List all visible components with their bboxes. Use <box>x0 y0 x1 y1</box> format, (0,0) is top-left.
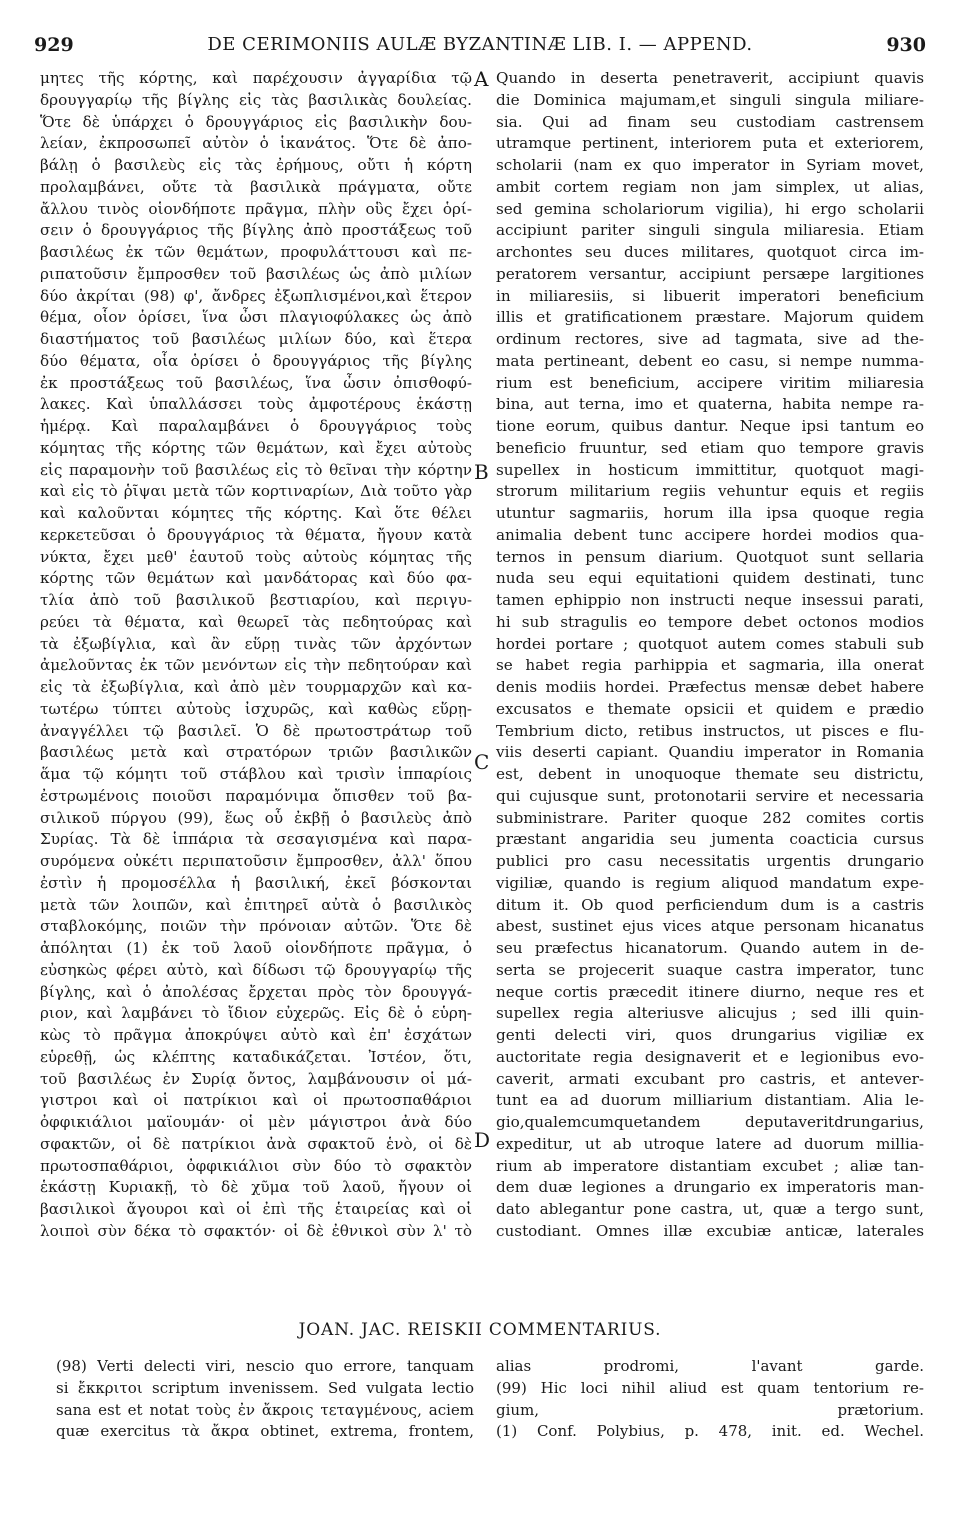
greek-text-line: ριον, καὶ λαμβάνει τὸ ἴδιον εὐχερῶς. Εἰς δὲ ὁ εὑρη- <box>40 1004 472 1023</box>
latin-text-line: utuntur sagmariis, horum illa ipsa quoque regia <box>496 504 924 522</box>
latin-text-line: beneficio fruuntur, sed etiam quo tempore gravis <box>496 438 924 457</box>
latin-text-line: peratorem versantur, accipiunt persæpe largitiones <box>496 264 924 283</box>
margin-marker-a: A <box>474 67 489 91</box>
latin-text-line: tunt ea ad duorum milliarium distantiam. Alia le- <box>496 1091 924 1110</box>
page-number-right: 930 <box>886 34 926 56</box>
greek-text-line: μετὰ τῶν λοιπῶν, καὶ ἐπιτηρεῖ αὐτὰ ὁ βασιλικὸς <box>40 895 472 914</box>
greek-text-line: ἑκάστῃ Κυριακῇ, τὸ δὲ χῦμα τοῦ λαοῦ, ἤγουν οἱ <box>40 1178 472 1197</box>
latin-text-line: dem duæ legiones a drungario ex imperatoris man- <box>496 1178 924 1197</box>
margin-marker-d: D <box>474 1128 491 1152</box>
greek-text-line: ἅμα τῷ κόμητι τοῦ στάβλου καὶ τρισὶν ἱππαρίοις <box>40 765 472 783</box>
latin-text-line: custodiant. Omnes illæ excubiæ anticæ, laterales <box>496 1221 924 1240</box>
greek-text-line: σφακτῶν, οἱ δὲ πατρίκιοι ἀνὰ σφακτοῦ ἑνὸ, οἱ δὲ <box>40 1134 472 1153</box>
greek-text-line: βάλῃ ὁ βασιλεὺς εἰς τὰς ἐρήμους, οὔτι ἡ κόρτη <box>40 156 472 174</box>
running-header <box>34 30 926 60</box>
greek-text-line: πρωτοσπαθάριοι, ὀφφικιάλιοι σὺν δύο τὸ σφακτὸν <box>40 1156 472 1175</box>
greek-text-line: ἄλλου τινὸς οἱονδήποτε πρᾶγμα, πλὴν οὓς ἔχει ὁρί- <box>40 199 472 218</box>
greek-text-line: ριπατοῦσιν ἔμπροσθεν τοῦ βασιλέως ὡς ἀπὸ μιλίων <box>40 264 472 283</box>
latin-text-column <box>496 68 924 1243</box>
greek-text-line: τωτέρω τύπτει αὐτοὺς ἰσχυρῶς, καὶ καθὼς εὕρῃ- <box>40 699 472 718</box>
greek-text-line: δύο ἀκρίται (98) φ', ἄνδρες ἐξωπλισμένοι,καὶ ἕτερον <box>40 286 472 305</box>
latin-text-line: utramque pertinent, interiorem puta et exteriorem, <box>496 134 924 153</box>
greek-text-line: λείαν, ἐκπροσωπεῖ αὐτὸν ὁ ἱκανάτος. Ὅτε δὲ ἀπο- <box>40 134 472 153</box>
latin-text-line: dato ablegantur pone castra, ut, quæ a tergo sunt, <box>496 1200 924 1218</box>
greek-text-line: ὀφφικιάλιοι μαϊουμάν· οἱ μὲν μάγιστροι ἀνὰ δύο <box>40 1113 472 1131</box>
greek-text-line: βίγλης, καὶ ὁ ἀπολέσας ἔρχεται πρὸς τὸν δρουγγά- <box>40 982 472 1001</box>
latin-text-line: Quando in deserta penetraverit, accipiunt quavis <box>496 69 924 87</box>
latin-text-line: Tembrium dicto, retibus instructos, ut pisces e flu- <box>496 721 924 740</box>
latin-text-line: denis modiis hordei. Præfectus mensæ debet habere <box>496 678 924 696</box>
greek-text-column <box>40 68 472 1243</box>
latin-text-line: vigiliæ, quando is regium aliquod mandatum expe- <box>496 873 924 892</box>
greek-text-line: λακες. Καὶ ὑπαλλάσσει τοὺς ἀμφοτέρους ἑκάστῃ <box>40 395 472 414</box>
greek-text-line: Συρίας. Τὰ δὲ ἱππάρια τὰ σεσαγισμένα καὶ παρα- <box>40 830 472 849</box>
latin-text-line: abest, sustinet ejus vices atque personam hicanatus <box>496 917 924 936</box>
latin-text-line: est, debent in unoquoque themate seu districtu, <box>496 765 924 783</box>
latin-text-line: strorum militarium regiis vehuntur equis et regiis <box>496 482 924 501</box>
latin-text-line: gio,qualemcumquetandem deputaveritdrungarius, <box>496 1113 924 1131</box>
greek-text-line: ἀναγγέλλει τῷ βασιλεῖ. Ὁ δὲ πρωτοστράτωρ τοῦ <box>40 721 472 740</box>
latin-text-line: ternos in pensum diarium. Quotquot sunt sellaria <box>496 547 924 566</box>
commentary-note-line: (98) Verti delecti viri, nescio quo errore, tanquam <box>56 1357 474 1375</box>
greek-text-line: κερκετεῦσαι ὁ δρουγγάριος τὰ θέματα, ἤγουν κατὰ <box>40 525 472 544</box>
greek-text-line: μητες τῆς κόρτης, καὶ παρέχουσιν ἀγγαρίδια τῷ <box>40 69 472 87</box>
greek-text-line: σιλικοῦ πύργου (99), ἕως οὗ ἐκβῇ ὁ βασιλεὺς ἀπὸ <box>40 808 472 827</box>
greek-text-line: γιστροι καὶ οἱ πατρίκιοι καὶ οἱ πρωτοσπαθάριοι <box>40 1091 472 1110</box>
greek-text-line: καὶ εἰς τὸ ῥῖψαι μετὰ τῶν κορτιναρίων, Διὰ τοῦτο γὰρ <box>40 482 472 501</box>
running-title: DE CERIMONIIS AULÆ BYZANTINÆ LIB. I. — APPEND. <box>207 34 753 55</box>
latin-text-line: accipiunt pariter singuli singula miliaresia. Etiam <box>496 221 924 240</box>
commentary-notes-left <box>56 1358 474 1445</box>
margin-marker-c: C <box>474 750 490 774</box>
page-number-left: 929 <box>34 34 74 56</box>
commentary-note-line: si ἔκκριτοι scriptum invenissem. Sed vulgata lectio <box>56 1378 474 1397</box>
greek-text-line: σταβλοκόμης, ποιῶν τὴν πρόνοιαν αὐτῶν. Ὅτε δὲ <box>40 917 472 936</box>
greek-text-line: εὑρεθῇ, ὡς κλέπτης καταδικάζεται. Ἰστέον, ὅτι, <box>40 1047 472 1066</box>
greek-text-line: ἐκ προστάξεως τοῦ βασιλέως, ἵνα ὦσιν ὀπισθοφύ- <box>40 373 472 392</box>
greek-text-line: ἐστρωμένοις ποιοῦσι παραμόνιμα ὄπισθεν τοῦ βα- <box>40 786 472 805</box>
latin-text-line: tione eorum, quibus dantur. Neque ipsi tantum eo <box>496 417 924 435</box>
latin-text-line: hordei portare ; quotquot autem comes stabuli sub <box>496 634 924 653</box>
greek-text-line: καὶ καλοῦνται κόμητες τῆς κόρτης. Καὶ ὅτε θέλει <box>40 504 472 522</box>
greek-text-line: ἀπόληται (1) ἐκ τοῦ λαοῦ οἱονδήποτε πρᾶγμα, ὁ <box>40 939 472 957</box>
commentary-title: JOAN. JAC. REISKII COMMENTARIUS. <box>298 1320 662 1340</box>
greek-text-line: δρουγγαρίῳ τῆς βίγλης εἰς τὰς βασιλικὰς δουλείας. <box>40 90 472 109</box>
greek-text-line: δύο θέματα, οἷα ὁρίσει ὁ δρουγγάριος τῆς βίγλης <box>40 351 472 370</box>
latin-text-line: sed gemina scholariorum vigilia), hi ergo scholarii <box>496 199 924 218</box>
greek-text-line: θέμα, οἷον ὁρίσει, ἵνα ὦσι πλαγιοφύλακες ὡς ἀπὸ <box>40 308 472 327</box>
greek-text-line: προλαμβάνει, οὔτε τὰ βασιλικὰ πράγματα, οὔτε <box>40 177 472 196</box>
latin-text-line: scholarii (nam ex quo imperator in Syriam movet, <box>496 156 924 174</box>
latin-text-line: seu præfectus hicanatorum. Quando autem in de- <box>496 939 924 957</box>
latin-text-line: se habet regia parhippia et sagmaria, illa onerat <box>496 656 924 675</box>
latin-text-line: nuda seu equi equitationi quidem destinati, tunc <box>496 569 924 588</box>
latin-text-line: expeditur, ut ab utroque latere ad duorum millia- <box>496 1134 924 1153</box>
commentary-notes-right <box>496 1358 924 1445</box>
latin-text-line: auctoritate regia designaverit et e legionibus evo- <box>496 1047 924 1066</box>
commentary-note-line: sana est et notat τοὺς ἐν ἄκροις τεταγμένους, aciem <box>56 1400 474 1419</box>
latin-text-line: tamen ephippio non instructi neque insessui parati, <box>496 591 924 609</box>
latin-text-line: neque cortis præcedit itinere diurno, neque res et <box>496 982 924 1001</box>
latin-text-line: sia. Qui ad finam seu custodiam castrensem <box>496 112 924 131</box>
greek-text-line: νύκτα, ἔχει μεθ' ἑαυτοῦ τοὺς αὐτοὺς κόμητας τῆς <box>40 547 472 566</box>
greek-text-line: τοῦ βασιλέως ἐν Συρίᾳ ὄντος, λαμβάνουσιν οἱ μά- <box>40 1069 472 1088</box>
margin-marker-b: B <box>474 460 489 484</box>
commentary-note-line: alias prodromi, l'avant garde. <box>496 1357 924 1375</box>
latin-text-line: ordinum rectores, sive ad tagmata, sive ad the- <box>496 330 924 348</box>
latin-text-line: ambit cortem regiam non jam simplex, ut alias, <box>496 177 924 196</box>
commentary-note-line: (1) Conf. Polybius, p. 478, init. ed. Wechel. <box>496 1422 924 1441</box>
greek-text-line: λοιποὶ σὺν δέκα τὸ σφακτόν· οἱ δὲ ἐθνικοὶ σὺν λ' τὸ <box>40 1221 472 1240</box>
latin-text-line: excusatos e themate opsicii et quidem e prædio <box>496 699 924 718</box>
latin-text-line: qui cujusque sunt, protonotarii servire et necessaria <box>496 786 924 805</box>
latin-text-line: die Dominica majumam,et singuli singula miliare- <box>496 90 924 109</box>
greek-text-line: κόρτης τῶν θεμάτων καὶ μανδάτορας καὶ δύο φα- <box>40 569 472 588</box>
greek-text-line: Ὅτε δὲ ὑπάρχει ὁ δρουγγάριος εἰς βασιλικὴν δου- <box>40 112 472 131</box>
commentary-note-line: quæ exercitus τὰ ἄκρα obtinet, extrema, frontem, <box>56 1422 474 1441</box>
latin-text-line: rium est beneficium, accipere viritim miliaresia <box>496 373 924 392</box>
commentary-note-line: (99) Hic loci nihil aliud est quam tentorium re- <box>496 1378 924 1397</box>
latin-text-line: supellex regia alteriusve alicujus ; sed illi quin- <box>496 1004 924 1023</box>
greek-text-line: κὼς τὸ πρᾶγμα ἀποκρύψει αὐτὸ καὶ ἐπ' ἐσχάτων <box>40 1026 472 1044</box>
greek-text-line: διαστήματος τοῦ βασιλέως μιλίων δύο, καὶ ἕτερα <box>40 330 472 348</box>
greek-text-line: εἰς τὰ ἐξωβίγλια, καὶ ἀπὸ μὲν τουρμαρχῶν καὶ κα- <box>40 678 472 696</box>
latin-text-line: hi sub stragulis eo tempore debet octonos modios <box>496 612 924 631</box>
latin-text-line: serta se projecerit suaque castra imperator, tunc <box>496 960 924 979</box>
greek-text-line: τλία ἀπὸ τοῦ βασιλικοῦ βεστιαρίου, καὶ περιγυ- <box>40 591 472 609</box>
greek-text-line: σειν ὁ δρουγγάριος τῆς βίγλης ἀπὸ προστάξεως τοῦ <box>40 221 472 240</box>
latin-text-line: subministrare. Pariter quoque 282 comites cortis <box>496 808 924 827</box>
greek-text-line: ἐστὶν ἡ προμοσέλλα ἡ βασιλική, ἐκεῖ βόσκονται <box>40 873 472 892</box>
latin-text-line: viis deserti capiant. Quandiu imperator in Romania <box>496 743 924 762</box>
greek-text-line: ρεύει τὰ θέματα, καὶ θεωρεῖ τὰς πεδητούρας καὶ <box>40 612 472 631</box>
greek-text-line: ἡμέρᾳ. Καὶ παραλαμβάνει ὁ δρουγγάριος τοὺς <box>40 417 472 435</box>
greek-text-line: βασιλέως μετὰ καὶ στρατόρων τριῶν βασιλικῶν <box>40 743 472 762</box>
latin-text-line: præstant angaridia seu jumenta coacticia cursus <box>496 830 924 849</box>
greek-text-line: εὐσηκὼς φέρει αὐτὸ, καὶ δίδωσι τῷ δρουγγαρίῳ τῆς <box>40 960 472 979</box>
greek-text-line: βασιλέως ἐκ τῶν θεμάτων, προφυλάττουσι καὶ πε- <box>40 243 472 261</box>
latin-text-line: illis et gratificationem præstare. Majorum quidem <box>496 308 924 327</box>
latin-text-line: ditum it. Ob quod perficiendum dum is a castris <box>496 895 924 914</box>
greek-text-line: βασιλικοὶ ἄγουροι καὶ οἱ ἐπὶ τῆς ἑταιρείας καὶ οἱ <box>40 1200 472 1218</box>
greek-text-line: συρόμενα οὐκέτι περιπατοῦσιν ἔμπροσθεν, ἀλλ' ὅπου <box>40 852 472 870</box>
latin-text-line: rium ab imperatore distantiam excubet ; aliæ tan- <box>496 1156 924 1175</box>
commentary-note-line: gium, prætorium. <box>496 1400 924 1419</box>
latin-text-line: bina, aut terna, imo et quaterna, habita nempe ra- <box>496 395 924 414</box>
greek-text-line: κόμητας τῆς κόρτης τῶν θεμάτων, καὶ ἔχει αὐτοὺς <box>40 438 472 457</box>
greek-text-line: τὰ ἐξωβίγλια, καὶ ἂν εὕρῃ τινὰς τῶν ἀρχόντων <box>40 634 472 653</box>
latin-text-line: supellex in hosticum immittitur, quotquot magi- <box>496 460 924 479</box>
greek-text-line: εἰς παραμονὴν τοῦ βασιλέως εἰς τὸ θεῖναι τὴν κόρτην <box>40 460 472 479</box>
latin-text-line: genti delecti viri, quos drungarius vigiliæ ex <box>496 1026 924 1044</box>
latin-text-line: mata pertineant, debent eo casu, si nempe numma- <box>496 351 924 370</box>
latin-text-line: in miliaresiis, si libuerit imperatori beneficium <box>496 286 924 305</box>
latin-text-line: archontes seu duces militares, quotquot circa im- <box>496 243 924 261</box>
latin-text-line: publici pro casu necessitatis urgentis drungario <box>496 852 924 870</box>
latin-text-line: caverit, armati excubant pro castris, et antever- <box>496 1069 924 1088</box>
greek-text-line: ἀμελοῦντας ἐκ τῶν μενόντων εἰς τὴν πεδητούραν καὶ <box>40 656 472 675</box>
latin-text-line: animalia debent tunc accipere hordei modios qua- <box>496 525 924 544</box>
